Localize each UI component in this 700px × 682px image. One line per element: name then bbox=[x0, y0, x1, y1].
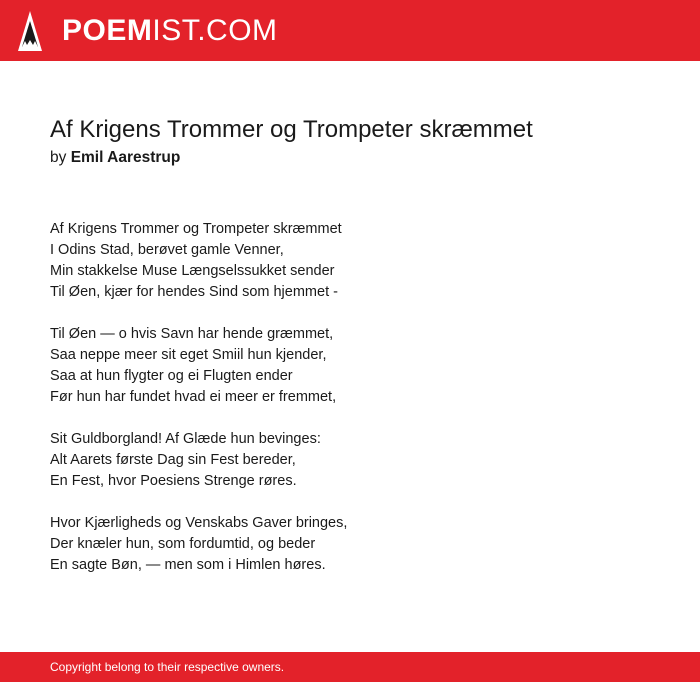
site-footer bbox=[0, 652, 700, 682]
poem-line: Saa neppe meer sit eget Smiil hun kjender, bbox=[50, 347, 327, 363]
stanza bbox=[50, 324, 650, 408]
poem-body bbox=[50, 219, 650, 597]
site-logo[interactable] bbox=[62, 13, 278, 49]
byline-prefix: by bbox=[50, 149, 67, 166]
poem-line: Min stakkelse Muse Længselssukket sender bbox=[50, 263, 335, 279]
poem-line: En sagte Bøn, — men som i Himlen høres. bbox=[50, 557, 326, 573]
poem-line: I Odins Stad, berøvet gamle Venner, bbox=[50, 242, 284, 258]
byline bbox=[50, 149, 180, 167]
logo-light-text: IST.COM bbox=[152, 14, 278, 47]
logo-bold-text: POEM bbox=[62, 14, 153, 47]
poem-title: Af Krigens Trommer og Trompeter skræmmet bbox=[50, 116, 533, 143]
poem-line: Hvor Kjærligheds og Venskabs Gaver bringes, bbox=[50, 515, 348, 531]
poem-line: En Fest, hvor Poesiens Strenge røres. bbox=[50, 473, 297, 489]
poem-line: Saa at hun flygter og ei Flugten ender bbox=[50, 368, 293, 384]
poem-line: Til Øen, kjær for hendes Sind som hjemmet - bbox=[50, 284, 338, 300]
author-name[interactable]: Emil Aarestrup bbox=[70, 149, 181, 166]
poem-line: Før hun har fundet hvad ei meer er fremmet, bbox=[50, 389, 337, 405]
copyright-text: Copyright belong to their respective owners. bbox=[50, 660, 285, 674]
poem-line: Alt Aarets første Dag sin Fest bereder, bbox=[50, 452, 296, 468]
pencil-tip-icon[interactable] bbox=[18, 11, 42, 51]
stanza bbox=[50, 429, 650, 492]
poem-line: Til Øen — o hvis Savn har hende græmmet, bbox=[50, 326, 334, 342]
poem-line: Der knæler hun, som fordumtid, og beder bbox=[50, 536, 316, 552]
stanza bbox=[50, 513, 650, 576]
stanza bbox=[50, 219, 650, 303]
site-header bbox=[0, 0, 700, 61]
poem-line: Af Krigens Trommer og Trompeter skræmmet bbox=[50, 221, 342, 237]
poem-line: Sit Guldborgland! Af Glæde hun bevinges: bbox=[50, 431, 321, 447]
